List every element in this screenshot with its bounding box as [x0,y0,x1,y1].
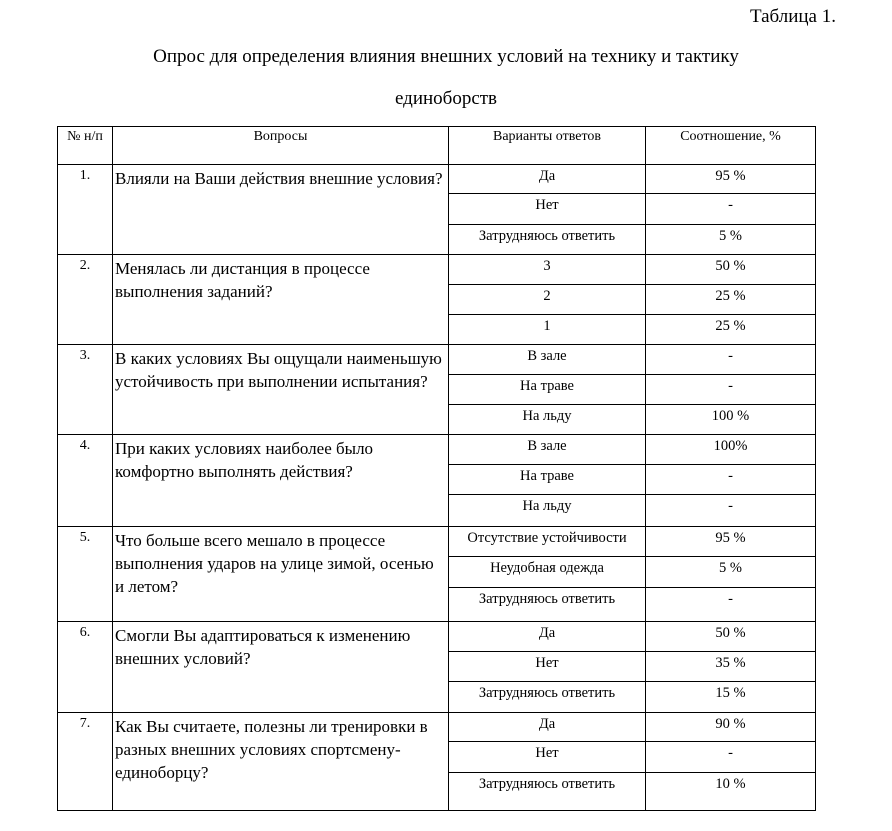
answer-option: 3 [449,255,646,285]
answer-ratio: 25 % [646,285,816,315]
answer-ratio: 35 % [646,652,816,682]
answer-ratio: - [646,742,816,773]
answer-ratio: 100% [646,435,816,465]
answer-option: Отсутствие устойчивости [449,527,646,557]
table-header-row [58,127,816,165]
question-number: 3. [58,345,113,435]
answer-ratio: - [646,588,816,622]
table-row [58,165,816,194]
table-row [58,435,816,465]
answer-ratio: - [646,375,816,405]
table-row [58,713,816,742]
question-number: 7. [58,713,113,811]
answer-ratio: 25 % [646,315,816,345]
header-answers: Варианты ответов [449,127,646,165]
answer-option: Нет [449,652,646,682]
question-text: Влияли на Ваши действия внешние условия? [113,165,449,255]
answer-option: Да [449,165,646,194]
question-text: Как Вы считаете, полезны ли тренировки в разных внешних условиях спортсмену-единоборцу? [113,713,449,811]
answer-option: 2 [449,285,646,315]
question-text: При каких условиях наиболее было комфортно выполнять действия? [113,435,449,527]
question-text: Менялась ли дистанция в процессе выполнения заданий? [113,255,449,345]
answer-option: Неудобная одежда [449,557,646,588]
answer-ratio: - [646,465,816,495]
answer-option: На льду [449,495,646,527]
header-ratio: Соотношение, % [646,127,816,165]
answer-option: Затрудняюсь ответить [449,682,646,713]
answer-option: Да [449,713,646,742]
answer-ratio: 95 % [646,527,816,557]
document-title: Опрос для определения влияния внешних условий на технику и тактику [153,46,739,67]
answer-option: Затрудняюсь ответить [449,225,646,255]
table-row [58,345,816,375]
answer-option: На траве [449,375,646,405]
answer-option: Нет [449,742,646,773]
table-caption: Таблица 1. [749,6,836,27]
answer-option: 1 [449,315,646,345]
answer-ratio: - [646,345,816,375]
table-row [58,255,816,285]
answer-option: Затрудняюсь ответить [449,773,646,811]
document-title-continued: единоборств [394,88,498,109]
question-number: 4. [58,435,113,527]
answer-ratio: 100 % [646,405,816,435]
table-row [58,622,816,652]
answer-option: В зале [449,435,646,465]
answer-ratio: 50 % [646,255,816,285]
question-number: 1. [58,165,113,255]
answer-ratio: - [646,495,816,527]
question-number: 5. [58,527,113,622]
answer-ratio: 15 % [646,682,816,713]
header-questions: Вопросы [113,127,449,165]
question-text: Что больше всего мешало в процессе выполнения ударов на улице зимой, осенью и летом? [113,527,449,622]
question-text: Смогли Вы адаптироваться к изменению внешних условий? [113,622,449,713]
answer-option: Да [449,622,646,652]
question-number: 2. [58,255,113,345]
answer-option: Затрудняюсь ответить [449,588,646,622]
answer-ratio: 95 % [646,165,816,194]
survey-table [57,126,816,811]
answer-option: На траве [449,465,646,495]
answer-ratio: 5 % [646,225,816,255]
answer-ratio: 5 % [646,557,816,588]
answer-option: На льду [449,405,646,435]
answer-ratio: 90 % [646,713,816,742]
answer-option: В зале [449,345,646,375]
answer-ratio: 10 % [646,773,816,811]
table-row [58,527,816,557]
question-text: В каких условиях Вы ощущали наименьшую устойчивость при выполнении испытания? [113,345,449,435]
header-number: № н/п [58,127,113,165]
answer-ratio: 50 % [646,622,816,652]
question-number: 6. [58,622,113,713]
answer-ratio: - [646,194,816,225]
answer-option: Нет [449,194,646,225]
